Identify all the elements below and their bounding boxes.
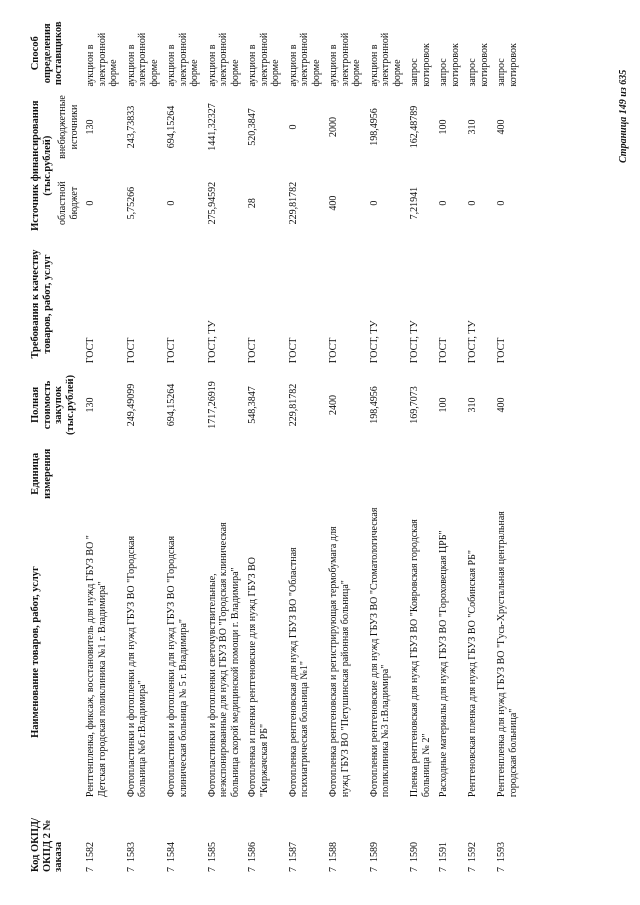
row-unit	[325, 444, 366, 504]
row-number: 1583	[125, 842, 137, 862]
row-code-prefix: 7	[287, 867, 299, 872]
row-method: запрос котировок	[438, 43, 461, 87]
row-code	[285, 800, 326, 875]
row-code	[204, 800, 245, 875]
header-regional: областной бюджет	[57, 181, 80, 226]
row-extra: 0	[287, 124, 299, 130]
row-regional: 0	[496, 200, 507, 206]
table-row	[163, 17, 204, 875]
row-unit	[285, 444, 326, 504]
table-row	[366, 17, 407, 875]
row-name: Фотопленка рентгеновская для нужд ГБУЗ ВО "Областная психиатрическая больница №1"	[287, 547, 310, 798]
row-requirements: ГОСТ	[85, 337, 96, 364]
header-unit: Единица измерения	[30, 448, 53, 499]
row-unit	[163, 444, 204, 504]
row-unit	[406, 444, 435, 504]
row-extra: 694,15264	[166, 105, 177, 149]
row-number: 1589	[368, 842, 380, 862]
header-code: Код ОКПД/ ОКПД 2 № заказа	[30, 817, 64, 872]
table-row	[435, 17, 464, 875]
row-requirements: ГОСТ, ТУ	[409, 320, 420, 364]
row-total: 169,7073	[409, 386, 420, 424]
header-extra: внебюджетные источники	[57, 95, 80, 159]
row-code-prefix: 7	[409, 867, 420, 872]
header-row	[28, 17, 55, 875]
row-requirements: ГОСТ, ТУ	[368, 320, 380, 364]
row-name: Расходные материалы для нужд ГБУЗ ВО "Гороховецкая ЦРБ"	[438, 530, 449, 798]
row-requirements: ГОСТ	[166, 337, 177, 364]
table-row	[406, 17, 435, 875]
row-regional: 229,81782	[287, 181, 299, 225]
row-regional: 7,21941	[409, 186, 420, 220]
row-code-prefix: 7	[467, 867, 478, 872]
row-code-prefix: 7	[496, 867, 507, 872]
row-code	[82, 800, 123, 875]
row-code-prefix: 7	[125, 867, 137, 872]
row-extra: 198,4956	[368, 108, 380, 146]
row-total: 130	[85, 397, 96, 413]
row-requirements: ГОСТ	[125, 337, 137, 364]
row-method: аукцион в электронной форме	[125, 32, 160, 87]
header-source: Источник финансирования (тыс.рублей)	[30, 100, 53, 231]
row-name: Рентгенпленка для нужд ГБУЗ ВО "Гусь-Хрустальная центральная городская больница"	[496, 511, 519, 798]
row-code	[163, 800, 204, 875]
row-method: аукцион в электронной форме	[206, 32, 241, 87]
page-footer: Страница 149 из 635	[618, 69, 629, 163]
row-requirements: ГОСТ	[287, 337, 299, 364]
row-name: Фотопластинки и фотопленки светочувствительные, неэкспонированные для нужд ГБУЗ ВО "Городская клиническая больница скорой медицинской помощи г. Владимира"	[206, 522, 241, 798]
row-regional: 0	[438, 200, 449, 206]
row-number: 1587	[287, 842, 299, 862]
row-code	[493, 800, 522, 875]
row-number: 1593	[496, 842, 507, 862]
row-name: Фотопленки рентгеновские для нужд ГБУЗ ВО "Стоматологическая поликлиника №3 г.Владимира"	[368, 507, 391, 798]
table-row	[464, 17, 493, 875]
row-method: аукцион в электронной форме	[247, 32, 281, 87]
row-unit	[123, 444, 164, 504]
row-total: 310	[467, 397, 478, 413]
row-requirements: ГОСТ	[496, 337, 507, 364]
row-number: 1586	[247, 842, 258, 862]
row-code-prefix: 7	[166, 867, 177, 872]
row-code	[435, 800, 464, 875]
row-unit	[493, 444, 522, 504]
row-number: 1591	[438, 842, 449, 862]
row-code	[123, 800, 164, 875]
row-total: 100	[438, 397, 449, 413]
row-regional: 400	[328, 195, 339, 211]
row-unit	[82, 444, 123, 504]
header-requirements: Требования к качеству товаров, работ, услуг	[30, 249, 53, 359]
row-extra: 520,3847	[247, 108, 258, 146]
row-code-prefix: 7	[438, 867, 449, 872]
row-number: 1592	[467, 842, 478, 862]
row-code	[464, 800, 493, 875]
table-row	[244, 17, 285, 875]
row-regional: 0	[467, 200, 478, 206]
row-requirements: ГОСТ	[247, 337, 258, 364]
row-total: 249,49099	[125, 383, 137, 427]
row-total: 694,15264	[166, 383, 177, 427]
row-code-prefix: 7	[85, 867, 96, 872]
row-requirements: ГОСТ	[328, 337, 339, 364]
row-code	[406, 800, 435, 875]
row-method: аукцион в электронной форме	[85, 32, 119, 87]
row-number: 1585	[206, 842, 218, 862]
table-body	[82, 17, 522, 875]
table-row	[123, 17, 164, 875]
row-regional: 0	[85, 200, 96, 206]
row-regional: 28	[247, 198, 258, 209]
row-method: аукцион в электронной форме	[328, 32, 362, 87]
table-row	[325, 17, 366, 875]
row-requirements: ГОСТ, ТУ	[467, 320, 478, 364]
row-unit	[435, 444, 464, 504]
header-method: Способ определения поставщиков	[30, 21, 64, 86]
row-code-prefix: 7	[247, 867, 258, 872]
row-unit	[366, 444, 407, 504]
row-regional: 5,75266	[125, 186, 137, 220]
row-method: запрос котировок	[409, 43, 432, 87]
row-name: Фотопластинки и фотопленки для нужд ГБУЗ ВО "Городская больница №6 г.Владимира"	[125, 535, 148, 798]
row-extra: 243,73833	[125, 105, 137, 149]
row-extra: 130	[85, 119, 96, 135]
row-extra: 400	[496, 119, 507, 135]
row-regional: 0	[166, 200, 177, 206]
row-method: аукцион в электронной форме	[287, 32, 322, 87]
row-method: запрос котировок	[467, 43, 490, 87]
row-extra: 100	[438, 119, 449, 135]
table-row	[493, 17, 522, 875]
table-row	[204, 17, 245, 875]
row-extra: 2000	[328, 117, 339, 138]
row-name: Пленка рентгеновская для нужд ГБУЗ ВО "Ковровская городская больница № 2"	[409, 519, 432, 798]
row-method: аукцион в электронной форме	[166, 32, 200, 87]
row-number: 1588	[328, 842, 339, 862]
row-regional: 0	[368, 200, 380, 206]
row-method: аукцион в электронной форме	[368, 32, 403, 87]
procurement-table	[28, 17, 522, 875]
row-code	[244, 800, 285, 875]
row-code-prefix: 7	[206, 867, 218, 872]
row-total: 400	[496, 397, 507, 413]
row-requirements: ГОСТ, ТУ	[206, 320, 218, 364]
table-row	[285, 17, 326, 875]
row-regional: 275,94592	[206, 181, 218, 225]
row-name: Фотопленка и пленки рентгеновские для нужд ГБУЗ ВО "Киржачская РБ"	[247, 557, 270, 798]
row-extra: 310	[467, 119, 478, 135]
header-name: Наименование товаров, работ, услуг	[30, 566, 41, 738]
row-extra: 1441,32327	[206, 103, 218, 151]
row-number: 1590	[409, 842, 420, 862]
row-code	[366, 800, 407, 875]
row-extra: 162,48789	[409, 105, 420, 149]
row-code-prefix: 7	[368, 867, 380, 872]
row-total: 2400	[328, 394, 339, 415]
row-unit	[464, 444, 493, 504]
row-name: Фотопленка рентгеновская и регистрирующая термобумага для нужд ГБУЗ ВО "Петушинская районная больница"	[328, 526, 351, 798]
row-unit	[244, 444, 285, 504]
row-total: 229,81782	[287, 383, 299, 427]
row-number: 1582	[85, 842, 96, 862]
header-total: Полная стоимость закупок (тыс.рублей)	[30, 374, 76, 435]
row-code	[325, 800, 366, 875]
row-requirements: ГОСТ	[438, 337, 449, 364]
table-row	[82, 17, 123, 875]
row-unit	[204, 444, 245, 504]
row-method: запрос котировок	[496, 43, 519, 87]
row-total: 198,4956	[368, 386, 380, 424]
row-name: Фотопластинки и фотопленки для нужд ГБУЗ ВО "Городская клиническая больница № 5 г. Владимира"	[166, 535, 189, 798]
row-total: 548,3847	[247, 386, 258, 424]
row-name: Рентгенпленка, фиксаж, восстановитель для нужд ГБУЗ ВО " Детская городская поликлиника №1 г. Владимира"	[85, 535, 108, 798]
row-total: 1717,26919	[206, 381, 218, 429]
row-number: 1584	[166, 842, 177, 862]
row-code-prefix: 7	[328, 867, 339, 872]
row-name: Рентгеновская пленка для нужд ГБУЗ ВО "Собинская РБ"	[467, 550, 478, 798]
